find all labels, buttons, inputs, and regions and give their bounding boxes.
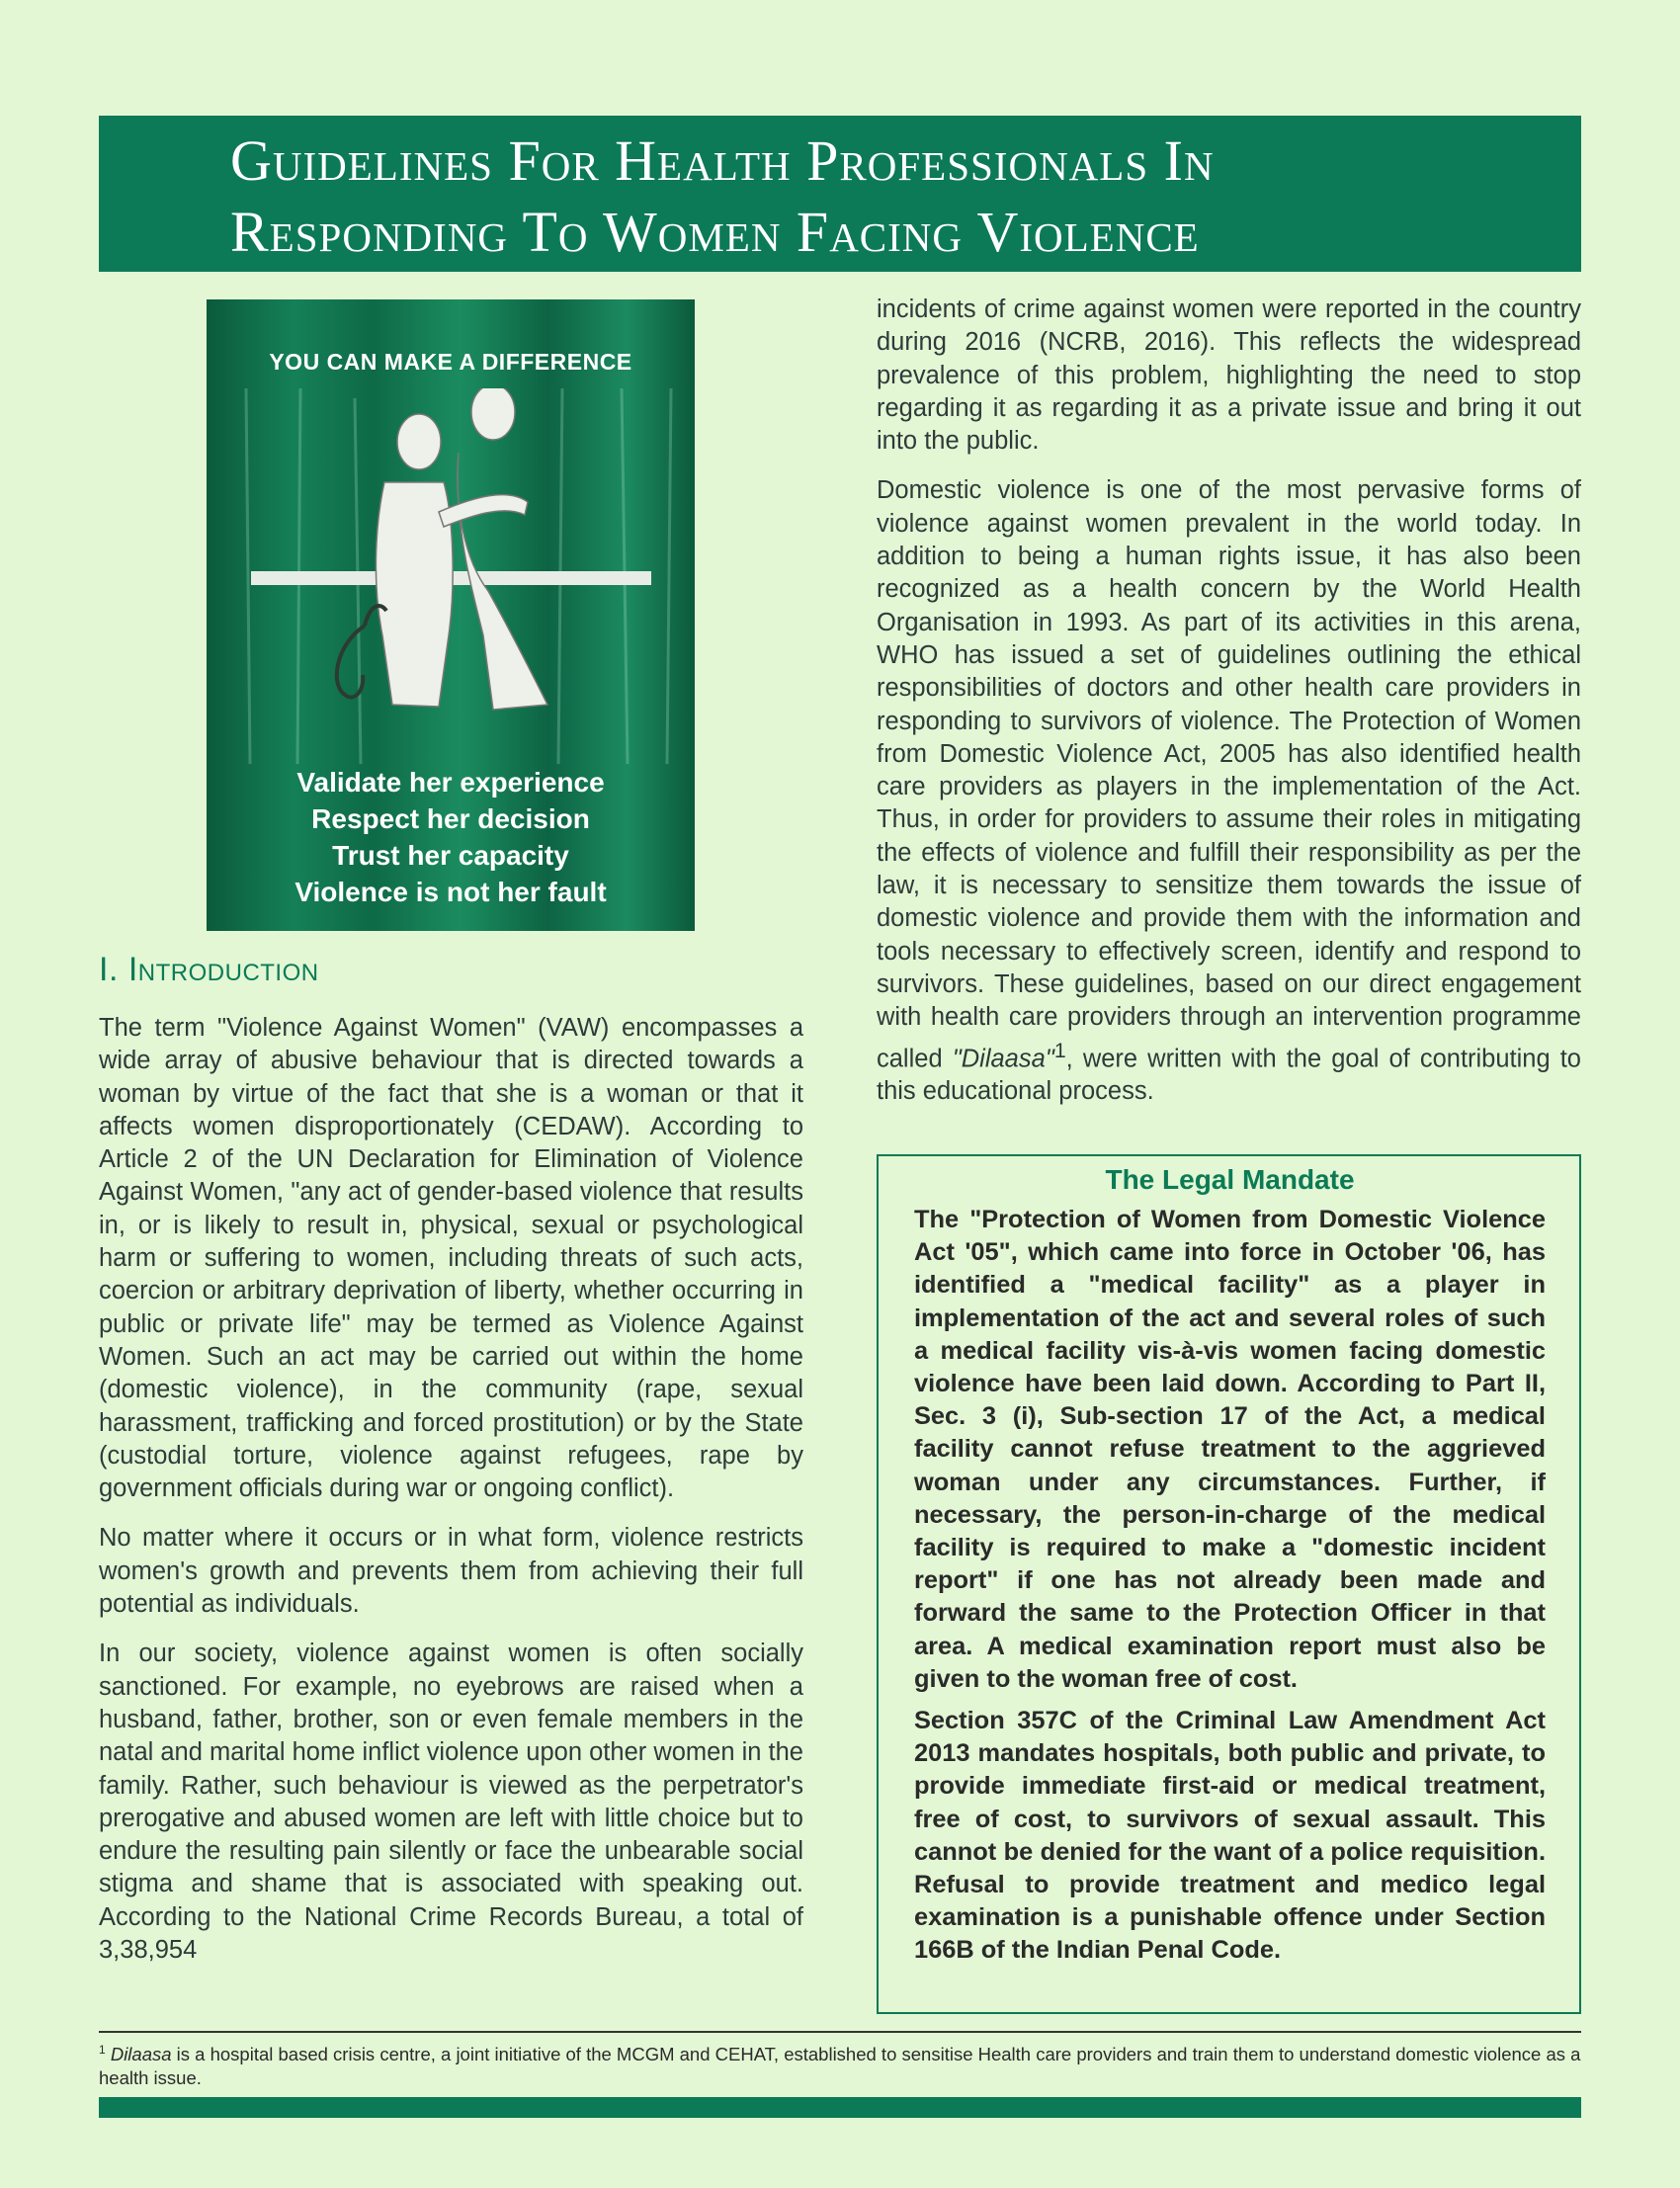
footnote-divider bbox=[99, 2031, 1581, 2033]
page-title-line-2: Responding To Women Facing Violence bbox=[230, 200, 1200, 264]
figure-head-right bbox=[471, 388, 515, 440]
poster-illustration bbox=[207, 388, 695, 764]
figure-head-left bbox=[397, 414, 441, 469]
poster-messages bbox=[207, 764, 695, 910]
body-text: , were written with the goal of contributing to this educational process. bbox=[877, 1045, 1581, 1106]
dilaasa-term: "Dilaasa" bbox=[952, 1045, 1054, 1073]
awareness-poster bbox=[207, 299, 695, 931]
body-text: Domestic violence is one of the most pervasive forms of violence against women prevalent in the world today. In addition to being a human rights issue, it has also been recognized as a health concern by the World Health Organisation in 1993. As part of its activities in this arena, WHO has issued a set of guidelines outlining the ethical responsibilities of doctors and other health care providers in responding to survivors of violence. The Protection of Women from Domestic Violence Act, 2005 has also identified health care providers as players in the implementation of the Act. Thus, in order for providers to assume their roles in mitigating the effects of violence and fulfill their responsibility as per the law, it is necessary to sensitize them towards the issue of domestic violence and provide them with the information and tools necessary to effectively screen, identify and respond to survivors. These guidelines, based on our direct engagement with health care providers through an intervention programme called bbox=[877, 476, 1581, 1073]
poster-headline: YOU CAN MAKE A DIFFERENCE bbox=[269, 349, 632, 375]
introduction-heading: I. Introduction bbox=[99, 951, 319, 988]
poster-message: Violence is not her fault bbox=[294, 877, 607, 907]
legal-mandate-box bbox=[877, 1154, 1581, 2014]
footnote-term: Dilaasa bbox=[110, 2044, 172, 2065]
page-title-line-1: Guidelines For Health Professionals In bbox=[230, 128, 1215, 193]
body-paragraph: incidents of crime against women were reported in the country during 2016 (NCRB, 2016). This reflects the widespread prevalence of this problem, highlighting the need to stop regarding it as regarding it as a private issue and bring it out into the public. bbox=[877, 295, 1581, 456]
footnote-text: is a hospital based crisis centre, a joint initiative of the MCGM and CEHAT, established to sensitise Health care providers and train them to understand domestic violence as a health issue. bbox=[99, 2044, 1581, 2089]
embracing-arm bbox=[439, 495, 528, 527]
legal-mandate-title: The Legal Mandate bbox=[1105, 1164, 1355, 1195]
footnote bbox=[99, 2038, 1581, 2090]
footnote-number: 1 bbox=[99, 2043, 106, 2057]
bottom-decorative-bar bbox=[99, 2097, 1581, 2118]
poster-message: Validate her experience bbox=[296, 767, 605, 798]
body-paragraph-domestic bbox=[877, 474, 1581, 1108]
body-paragraph: The term "Violence Against Women" (VAW) encompasses a wide array of abusive behaviour that is directed towards a woman by virtue of the fact that she is a woman or that it affects women disproportionately (CEDAW). According to Article 2 of the UN Declaration for Elimination of Violence Against Women, "any act of gender-based violence that results in, or is likely to result in, physical, sexual or psychological harm or suffering to women, including threats of such acts, coercion or arbitrary deprivation of liberty, whether occurring in public or private life" may be termed as Violence Against Women. Such an act may be carried out within the home (domestic violence), in the community (rape, sexual harassment, trafficking and forced prostitution) or by the State (custodial torture, violence against refugees, rape by government officials during war or ongoing conflict). bbox=[99, 1014, 803, 1503]
poster-message: Trust her capacity bbox=[332, 840, 569, 871]
poster-message: Respect her decision bbox=[311, 803, 590, 834]
legal-paragraph: Section 357C of the Criminal Law Amendment Act 2013 mandates hospitals, both public and private, to provide immediate first-aid or medical treatment, free of cost, to survivors of sexual assault. This cannot be denied for the want of a police requisition. Refusal to provide treatment and medico legal examination is a punishable offence under Section 166B of the Indian Penal Code. bbox=[914, 1707, 1546, 1965]
footnote-marker: 1 bbox=[1053, 1038, 1066, 1062]
legal-paragraph: The "Protection of Women from Domestic Violence Act '05", which came into force in October '06, has identified a "medical facility" as a player in implementation of the act and several roles of such a medical facility vis-à-vis women facing domestic violence have been laid down. According to Part II, Sec. 3 (i), Sub-section 17 of the Act, a medical facility cannot refuse treatment to the aggrieved woman under any circumstances. Further, if necessary, the person-in-charge of the medical facility is required to make a "domestic incident report" if one has not already been made and forward the same to the Protection Officer in that area. A medical examination report must also be given to the woman free of cost. bbox=[914, 1206, 1546, 1693]
body-paragraph: No matter where it occurs or in what form, violence restricts women's growth and prevents them from achieving their full potential as individuals. bbox=[99, 1524, 803, 1619]
body-paragraph: In our society, violence against women is often socially sanctioned. For example, no eyebrows are raised when a husband, father, brother, son or even female members in the natal and marital home inflict violence upon other women in the family. Rather, such behaviour is viewed as the perpetrator's prerogative and abused women are left with little choice but to endure the resulting pain silently or face the unbearable social stigma and shame that is associated with speaking out. According to the National Crime Records Bureau, a total of 3,38,954 bbox=[99, 1640, 803, 1965]
page-title-banner bbox=[99, 116, 1581, 272]
right-column-body bbox=[877, 294, 1581, 1126]
introduction-body bbox=[99, 1012, 803, 1983]
